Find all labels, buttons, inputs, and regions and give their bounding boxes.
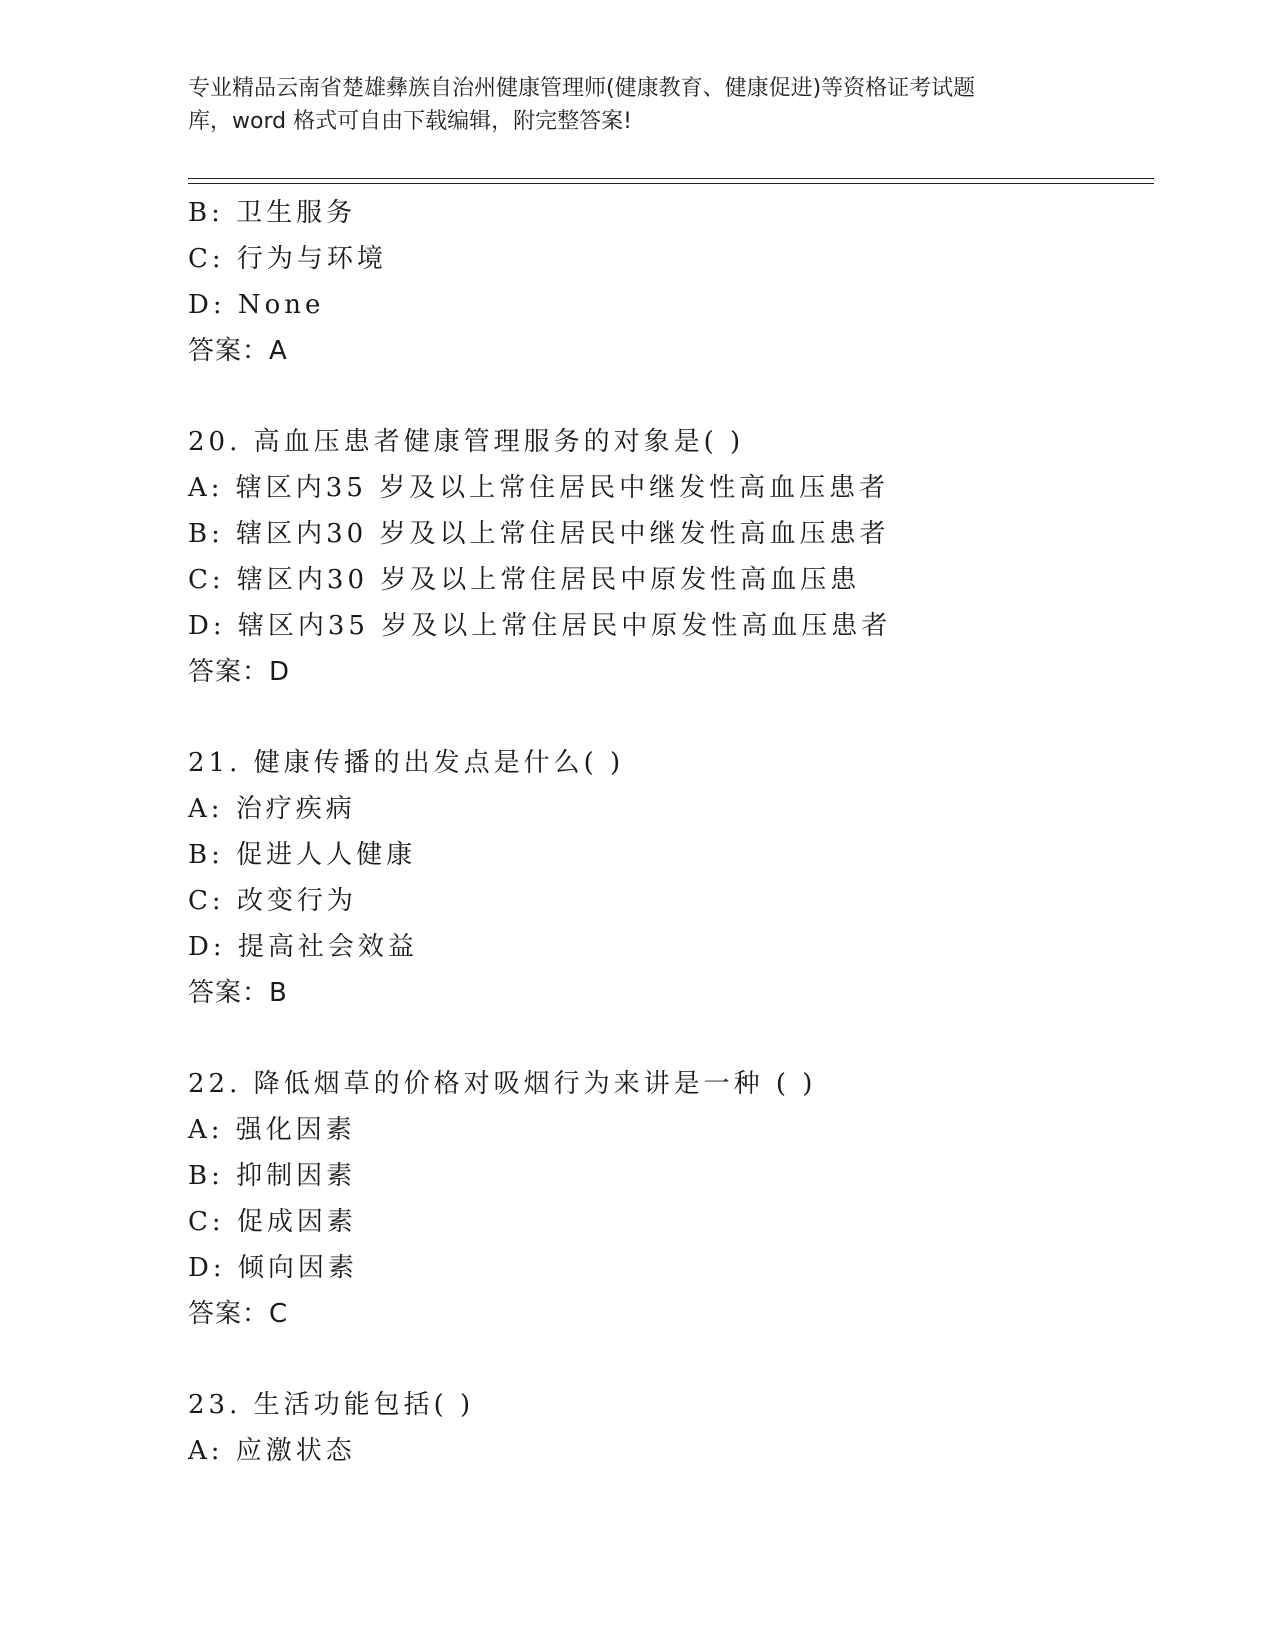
option-d: D: 提高社会效益 [188,932,418,962]
option-b: B: 抑制因素 [188,1161,357,1191]
document-header [188,72,1088,138]
answer: 答案：A [188,336,288,366]
option-a: A: 辖区内35 岁及以上常住居民中继发性高血压患者 [188,473,890,503]
question-19 [188,190,1154,374]
header-divider-bottom [188,183,1154,184]
option-b: B: 卫生服务 [188,198,357,228]
question-stem: 21. 健康传播的出发点是什么( ) [188,748,625,778]
option-b: B: 辖区内30 岁及以上常住居民中继发性高血压患者 [188,519,890,549]
option-d: D: None [188,290,325,320]
option-d: D: 辖区内35 岁及以上常住居民中原发性高血压患者 [188,611,892,641]
question-20 [188,419,1154,695]
option-d: D: 倾向因素 [188,1253,358,1283]
answer: 答案：C [188,1299,289,1329]
header-divider-top [188,178,1154,179]
header-line-1: 专业精品云南省楚雄彝族自治州健康管理师(健康教育、健康促进)等资格证考试题 [188,76,976,101]
question-stem: 23. 生活功能包括( ) [188,1390,475,1420]
header-line-2: 库，word 格式可自由下载编辑，附完整答案! [188,109,632,134]
answer: 答案：B [188,978,288,1008]
option-c: C: 促成因素 [188,1207,357,1237]
option-c: C: 改变行为 [188,886,357,916]
question-21 [188,740,1154,1016]
option-a: A: 治疗疾病 [188,794,356,824]
option-c: C: 辖区内30 岁及以上常住居民中原发性高血压患 [188,565,861,595]
question-stem: 22. 降低烟草的价格对吸烟行为来讲是一种 ( ) [188,1069,817,1099]
option-a: A: 强化因素 [188,1115,356,1145]
question-stem: 20. 高血压患者健康管理服务的对象是( ) [188,427,745,457]
option-b: B: 促进人人健康 [188,840,417,870]
option-a: A: 应激状态 [188,1436,356,1466]
option-c: C: 行为与环境 [188,244,387,274]
question-22 [188,1061,1154,1337]
answer: 答案：D [188,657,291,687]
question-23 [188,1382,1154,1474]
question-list [188,190,1154,1474]
